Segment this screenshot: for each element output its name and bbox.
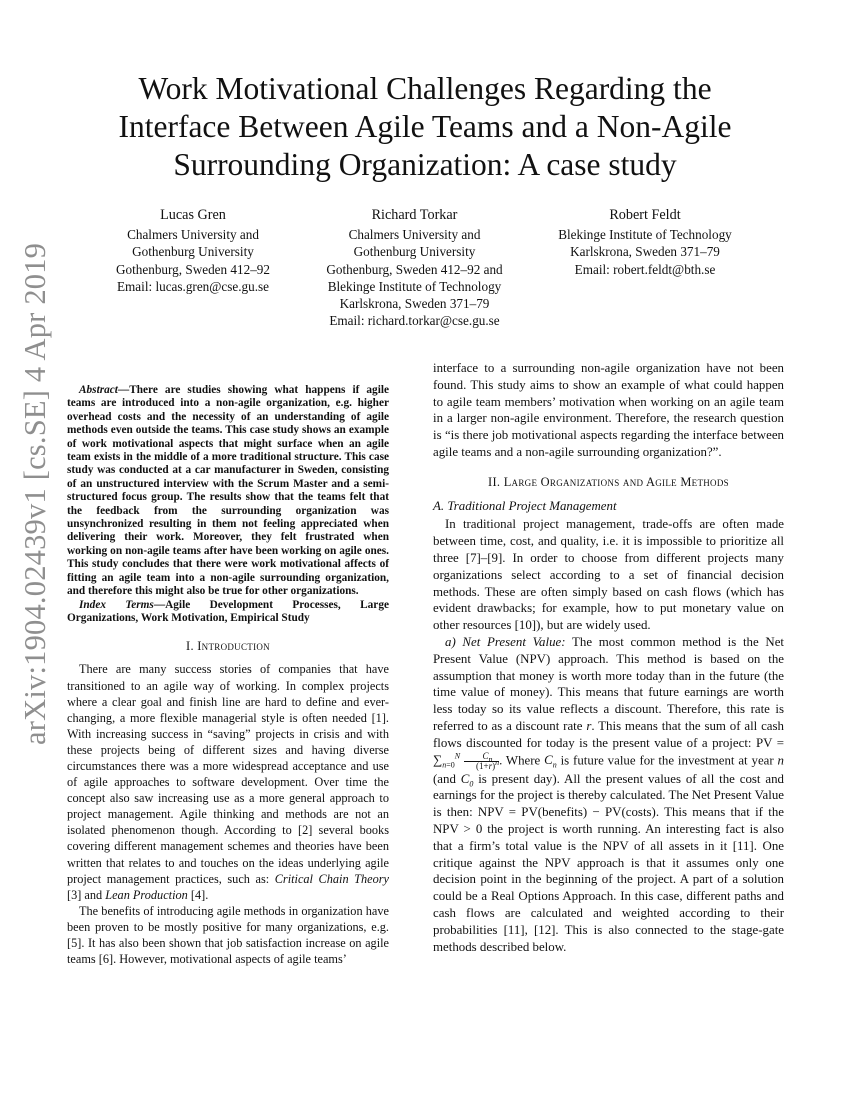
- author-affiliation: Gothenburg, Sweden 412–92: [116, 261, 270, 277]
- author-email: Email: richard.torkar@cse.gu.se: [329, 313, 500, 329]
- subsection-heading: A. Traditional Project Management: [433, 498, 617, 513]
- text-run: (and: [433, 771, 461, 786]
- author-affiliation: Gothenburg University: [353, 244, 476, 260]
- section-heading: [67, 638, 389, 654]
- text-run: is present day). All the present values of all the cost and earnings for the project is thereby calculated. The Net Present Value is then: NPV = PV(benefits) − PV(costs). This means that if the NPV > 0 the project is worth running. An interesting fact is also that a firm’s total value is the NPV of all assets in it [11]. One critique against the NPV approach is that it assumes only one decision point in the beginning of the project. A part of a solution could be a Real Options Approach. In this case, different paths and cash flows are calculated and weighted according to their probabilities [11], [12]. This is also connected to the stage-gate methods described below.: [433, 771, 784, 954]
- paragraph: interface to a surrounding non-agile organization have not been found. This study aims to show an example of what could happen to agile team members’ motivation when working on an agile team in a larger non-agile environment. Therefore, the research question is “is there job motivational aspects regarding the interface between agile teams and a non-agile surrounding organization?”.: [433, 361, 784, 459]
- math-n: n: [777, 752, 784, 767]
- section-number: II.: [488, 474, 504, 489]
- paragraph: In traditional project management, trade-offs are often made between time, cost, and quality, i.e. it is impossible to prioritize all three [7]–[9]. In order to choose from different projects many organizations select according to a set of financial decision methods. These are often simply based on cash flows (which has evident drawbacks; for example, how to put monetary value on other resources [10]), but are widely used.: [433, 517, 784, 633]
- author-affiliation: Karlskrona, Sweden 371–79: [570, 244, 720, 260]
- paragraph-label: a) Net Present Value:: [445, 634, 566, 649]
- author-name: Richard Torkar: [371, 207, 458, 223]
- text-run: is future value for the investment at year: [556, 752, 778, 767]
- author-email: Email: robert.feldt@bth.se: [574, 261, 716, 277]
- abstract-text: —There are studies showing what happens if agile teams are introduced into a non-agile organization, e.g. higher overhead costs and the necessity of an understanding of agile methods even outside the teams. This case study shows an example of work motivational aspects that might surface when an agile team exists in the middle of a more traditional structure. This case study was conducted at a car manufacturer in Sweden, consisting of an unstructured interview with the Scrum Master and a semi-structured focus group. The results show that the teams felt that the feedback from the surrounding organization was unsynchronized resulting in them not feeling appreciated when delivering their work. Moreover, they felt frustrated when working on non-agile teams after have been working on agile ones. This study concludes that there were work motivational affects of fitting an agile team into a non-agile surrounding organization, and therefore this might also be true for other organizations.: [67, 384, 389, 598]
- left-column: [67, 384, 389, 967]
- paragraph: The benefits of introducing agile methods in organization have been proven to be mostly positive for many organizations, e.g. [5]. It has also been shown that job satisfaction increase on agile teams [6]. However, motivational aspects of agile teams’: [67, 903, 389, 967]
- author-name: Lucas Gren: [160, 207, 226, 223]
- section-heading: [433, 474, 784, 491]
- title-line: Work Motivational Challenges Regarding the: [138, 71, 712, 106]
- section-title: Introduction: [197, 639, 270, 654]
- book-title: Critical Chain Theory: [274, 871, 389, 886]
- author-affiliation: Gothenburg, Sweden 412–92 and: [326, 261, 503, 277]
- author-email: Email: lucas.gren@cse.gu.se: [116, 278, 270, 294]
- author-affiliation: Blekinge Institute of Technology: [327, 278, 502, 294]
- right-column: [433, 360, 784, 955]
- section-title: Large Organizations and Agile Methods: [503, 474, 729, 489]
- title-line: Surrounding Organization: A case study: [173, 147, 677, 182]
- author-block: [540, 207, 750, 278]
- index-terms-text: —Agile Development Processes, Large Organizations, Work Motivation, Empirical Study: [67, 598, 389, 624]
- author-affiliation: Chalmers University and: [127, 227, 259, 243]
- text-run: . Where: [499, 752, 545, 767]
- paper-title: [70, 70, 780, 184]
- author-affiliation: Blekinge Institute of Technology: [558, 227, 732, 243]
- index-terms: [67, 599, 389, 626]
- math-cn: $C_n$: [544, 752, 557, 770]
- author-name: Robert Feldt: [609, 207, 681, 223]
- abstract: [67, 384, 389, 599]
- math-c0: $C_0$: [460, 771, 474, 789]
- text-run: [4].: [187, 887, 209, 902]
- section-number: I.: [186, 639, 198, 654]
- title-line: Interface Between Agile Teams and a Non-Agile: [118, 109, 732, 144]
- author-affiliation: Karlskrona, Sweden 371–79: [339, 296, 490, 312]
- author-block: [312, 207, 517, 329]
- author-affiliation: Gothenburg University: [132, 244, 254, 260]
- text-run: [3] and: [67, 887, 106, 902]
- author-affiliation: Chalmers University and: [348, 227, 481, 243]
- paragraph: [67, 661, 389, 902]
- text-run: . This means that the sum of all cash flows discounted for today is the present value of a project: PV =: [433, 718, 784, 750]
- author-block: [103, 207, 283, 295]
- text-run: There are many success stories of companies that have transitioned to an agile way of working. In complex projects where a clear goal and finish line are hard to define and ever-changing, a more flexible managerial style is often needed [1]. With increasing success in “saving” projects in crisis and with these projects being of different sizes and having diverse circumstances there was a more widespread acceptance and use of agile approaches to software development. Over time the concept also saw increasing use as a more general approach to project management. Agile thinking and methods are not an isolated phenomenon though. According to [2] several books covering different management schemes and theories have been written that relates to and touches on the ideas underlying agile project management practices, such as:: [67, 662, 389, 886]
- paragraph: [433, 634, 784, 955]
- text-run: The most common method is the Net Present Value (NPV) approach. This method is based on the assumption that money is worth more today than in the future (the time value of money). This means that future earnings are worth less today so its value reflects a discount. Therefore, this rate is referred to as a discount rate: [433, 634, 784, 733]
- arxiv-identifier: arXiv:1904.02439v1 [cs.SE] 4 Apr 2019: [18, 242, 52, 745]
- abstract-label: Abstract: [79, 384, 118, 396]
- math-formula: $\sum_{n=0}^N$ $\frac{C_n}{(1+r)^n}$: [433, 750, 500, 771]
- book-title: Lean Production: [105, 887, 188, 902]
- index-terms-label: Index Terms: [79, 598, 154, 611]
- math-r: r: [586, 718, 592, 733]
